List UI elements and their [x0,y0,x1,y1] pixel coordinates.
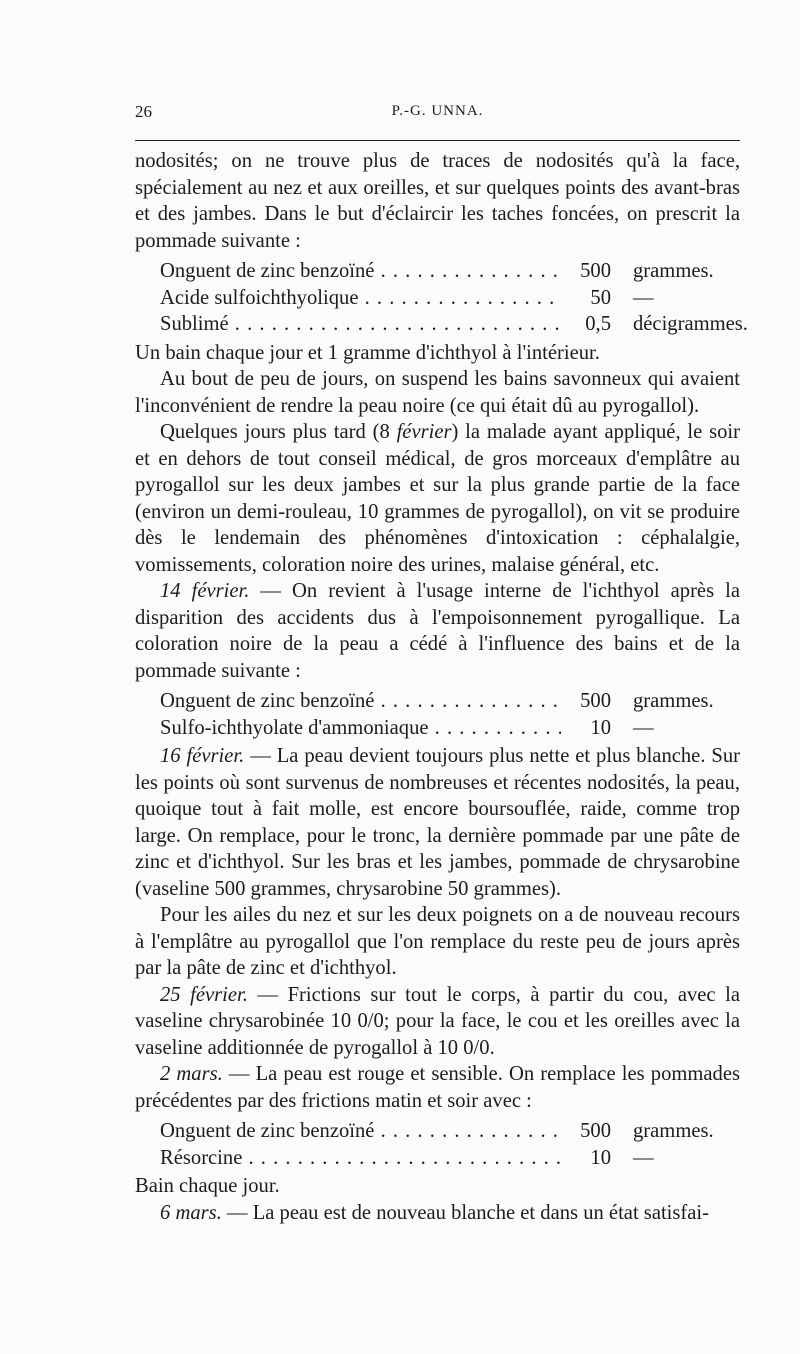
ingredient-name: Onguent de zinc benzoïné . . . [160,258,561,285]
paragraph: Pour les ailes du nez et sur les deux poignets on a de nouveau recours à l'emplâtre au pyrogallol que l'on remplace du reste peu de jours après par la pâte de zinc et d'ichthyol. [135,904,740,979]
ingredient-quantity: 500 [580,260,611,282]
date-label: 16 février. [160,745,245,767]
paragraph [135,419,740,578]
ingredient-quantity: 10 [590,716,611,739]
prescription-line [135,715,740,742]
prescription-2 [135,688,740,741]
ingredient-unit: grammes. [633,1120,714,1142]
ingredient-unit: grammes. [633,690,714,712]
ingredient-name: Sublimé . . . [160,311,561,338]
date-label: 14 février. [160,580,250,602]
paragraph-text: — Frictions sur tout le corps, à partir du cou, avec la vaseline chrysarobinée 10 0/0; pour la face, le cou et les oreilles avec la vaseline additionnée de pyrogallol à 10 0/0. [135,983,740,1059]
paragraph [135,982,740,1062]
ingredient-quantity: 10 [590,1146,611,1169]
prescription-line [135,258,740,285]
prescription-line [135,1118,740,1145]
prescription-1 [135,258,748,338]
paragraph: Bain chaque jour. [135,1175,280,1197]
running-header [135,102,740,130]
paragraph [135,1200,740,1227]
header-rule [135,140,740,141]
running-title: P.-G. UNNA. [391,103,484,119]
paragraph-text: — La peau est de nouveau blanche et dans un état satisfai- [221,1201,709,1224]
prescription-line [135,285,740,312]
ingredient-quantity: 0,5 [585,313,611,335]
paragraph-text: ) la malade ayant appliqué, le soir et en dehors de tout conseil médical, de gros morceaux d'emplâtre au pyrogallol sur les deux jambes et sur la plus grande partie de la face (environ un demi-rouleau, 10 grammes de pyrogallol), on vit se produire dès le lendemain des phénomènes d'intoxication : céphalalgie, vomissements, coloration noire des urines, malaise général, etc. [135,421,740,576]
ingredient-name: Sulfo-ichthyolate d'ammoniaque . . . [160,715,561,742]
paragraph: Un bain chaque jour et 1 gramme d'ichthyol à l'intérieur. [135,341,600,364]
date-label: février [396,421,452,443]
ingredient-unit: grammes. [633,260,714,282]
date-label: 6 mars. [160,1201,222,1224]
ingredient-unit: — [633,1146,654,1169]
page-body [135,148,748,1226]
date-label: 2 mars. [160,1063,223,1085]
paragraph-text: — On revient à l'usage interne de l'ichthyol après la disparition des accidents dus à l'empoisonnement pyrogallique. La coloration noire de la peau a cédé à l'influence des bains et de la pommade suivante : [135,580,740,682]
ingredient-unit: — [633,716,654,739]
paragraph-text: — La peau est rouge et sensible. On remplace les pommades précédentes par des frictions matin et soir avec : [135,1063,741,1112]
ingredient-quantity: 50 [590,286,611,309]
ingredient-quantity: 500 [580,1120,611,1142]
page-number: 26 [135,102,152,121]
ingredient-name: Résorcine . . . [160,1145,561,1172]
paragraph [135,743,740,902]
ingredient-name: Onguent de zinc benzoïné . . . [160,688,561,715]
paragraph: Au bout de peu de jours, on suspend les bains savonneux qui avaient l'inconvénient de rendre la peau noire (ce qui était dû au pyrogallol). [135,368,740,417]
ingredient-unit: — [633,286,654,309]
ingredient-quantity: 500 [580,690,611,712]
prescription-line [135,311,748,338]
paragraph [135,578,740,684]
paragraph [135,1061,740,1114]
prescription-line [135,1145,740,1172]
paragraph-text: Quelques jours plus tard (8 [160,421,397,443]
paragraph: nodosités; on ne trouve plus de traces de nodosités qu'à la face, spécialement au nez et aux oreilles, et sur quelques points des avant-bras et des jambes. Dans le but d'éclaircir les taches foncées, on prescrit la pommade suivante : [135,150,740,252]
date-label: 25 février. [160,983,248,1006]
ingredient-unit: décigrammes. [633,313,748,335]
paragraph-text: — La peau devient toujours plus nette et plus blanche. Sur les points où sont survenus de nombreuses et récentes nodosités, la peau, quoique tout à fait molle, est encore boursouflée, raide, comme trop large. On remplace, pour le tronc, la dernière pommade par une pâte de zinc et d'ichthyol. Sur les bras et les jambes, pommade de chrysarobine (vaseline 500 grammes, chrysarobine 50 grammes). [135,745,740,900]
ingredient-name: Onguent de zinc benzoïné . . . [160,1118,561,1145]
prescription-3 [135,1118,740,1171]
ingredient-name: Acide sulfoichthyolique . . . [160,285,561,312]
prescription-line [135,688,740,715]
